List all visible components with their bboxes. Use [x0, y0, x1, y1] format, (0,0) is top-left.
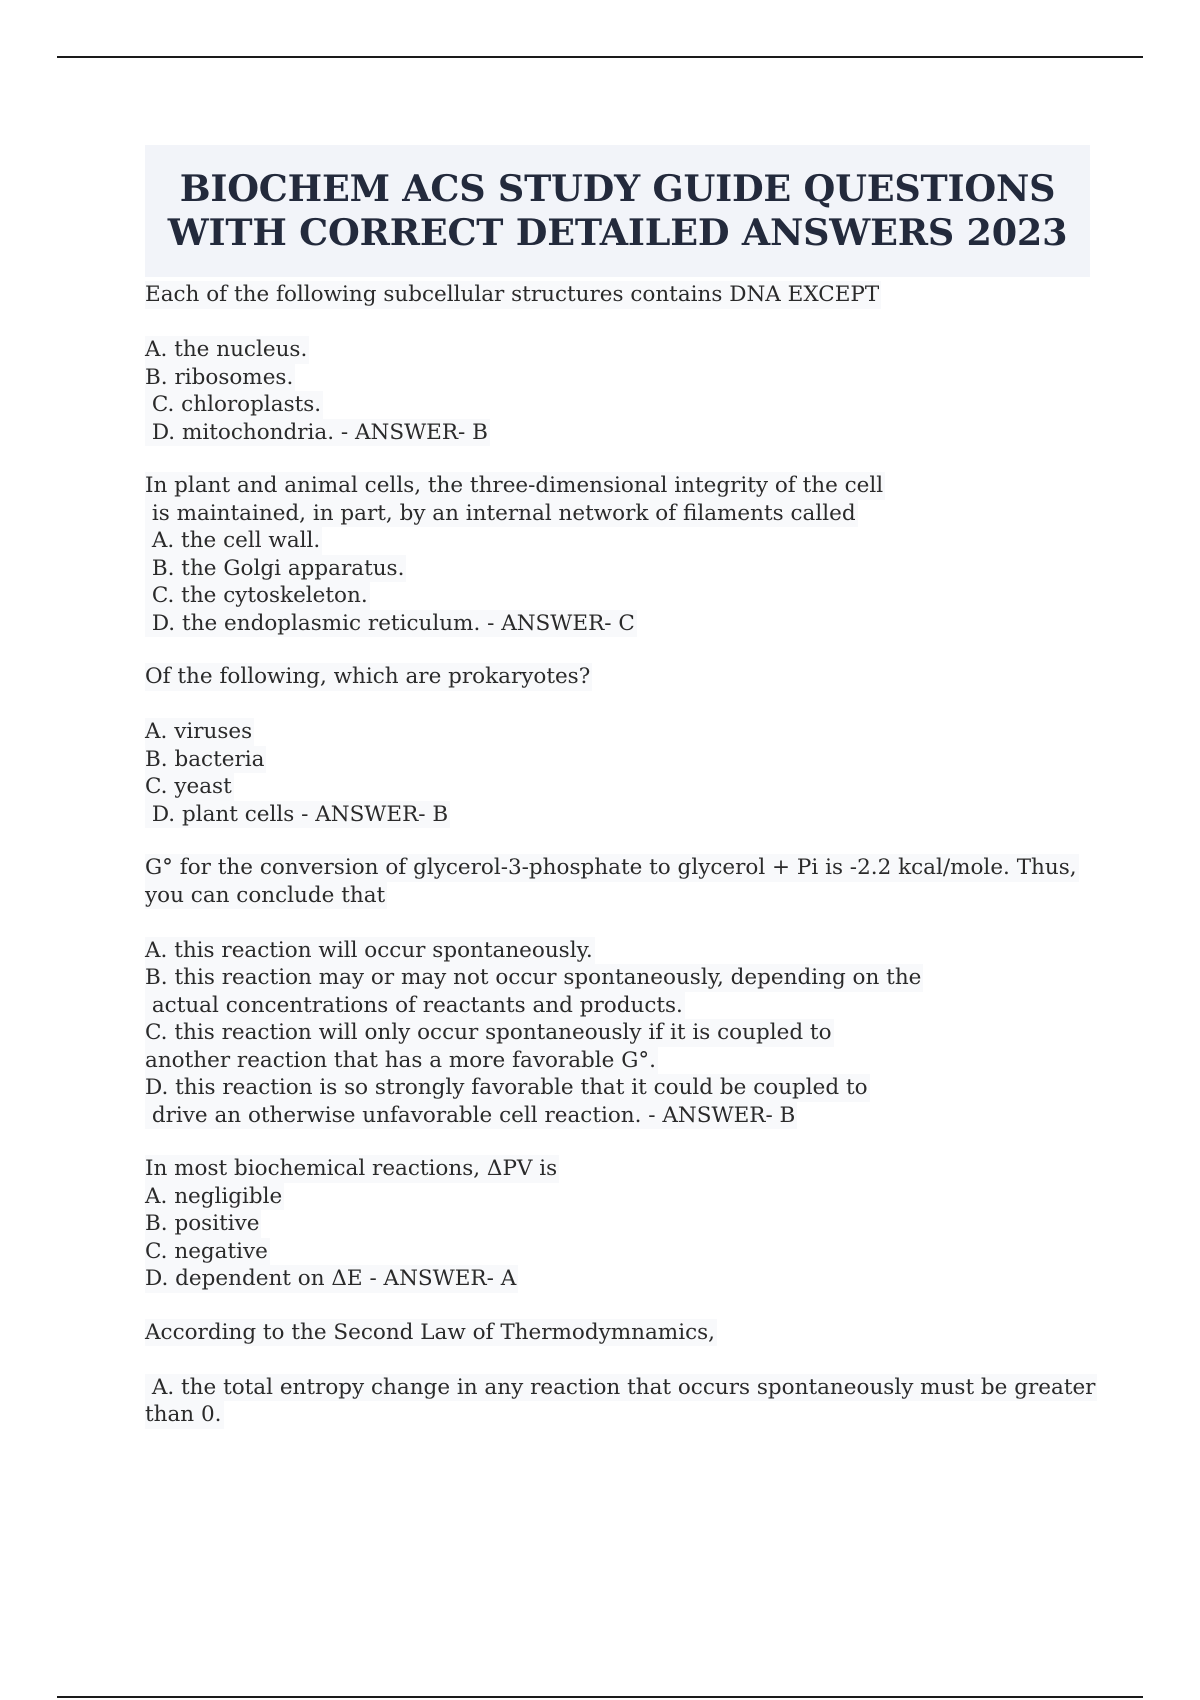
blank-line: [145, 691, 1090, 719]
answer-option: another reaction that has a more favorable G°.: [145, 1047, 656, 1073]
answer-option: C. the cytoskeleton.: [145, 583, 368, 608]
answer-option: than 0.: [145, 1402, 222, 1427]
question-prompt-line: In most biochemical reactions, ΔPV is: [145, 1156, 558, 1181]
answer-option: C. yeast: [145, 774, 232, 799]
blank-line: [145, 309, 1090, 337]
question-block: [145, 663, 1090, 828]
answer-option: D. plant cells - ANSWER- B: [145, 801, 449, 827]
document-body: [145, 145, 1096, 1429]
answer-option: A. the nucleus.: [145, 337, 308, 362]
answer-option: B. bacteria: [145, 746, 265, 772]
answer-option: D. the endoplasmic reticulum. - ANSWER- C: [145, 610, 635, 636]
title-banner: [145, 145, 1090, 277]
answer-option: D. mitochondria. - ANSWER- B: [145, 419, 488, 445]
answer-option: B. ribosomes.: [145, 364, 294, 390]
document-title: [168, 167, 1068, 255]
answer-option: A. viruses: [145, 719, 253, 744]
answer-option: A. this reaction will occur spontaneously.: [145, 937, 593, 963]
answer-option: C. this reaction will only occur spontaneously if it is coupled to: [145, 1020, 832, 1045]
question-block: [145, 472, 1090, 637]
answer-option: A. the total entropy change in any reaction that occurs spontaneously must be greater: [145, 1374, 1096, 1400]
question-block: [145, 854, 1090, 1129]
answer-option: C. chloroplasts.: [145, 392, 322, 417]
question-prompt-line: Of the following, which are prokaryotes?: [145, 664, 591, 689]
blank-line: [145, 1346, 1090, 1374]
question-block: [145, 1319, 1096, 1429]
answer-option: drive an otherwise unfavorable cell reaction. - ANSWER- B: [145, 1102, 796, 1128]
question-prompt-line: G° for the conversion of glycerol-3-phosphate to glycerol + Pi is -2.2 kcal/mole. Thus,: [145, 855, 1077, 880]
question-prompt-line: Each of the following subcellular structures contains DNA EXCEPT: [145, 282, 880, 307]
answer-option: D. this reaction is so strongly favorable that it could be coupled to: [145, 1075, 868, 1100]
question-block: [145, 1155, 1090, 1293]
question-block: [145, 281, 1090, 446]
answer-option: B. the Golgi apparatus.: [145, 555, 405, 581]
blank-line: [145, 909, 1090, 937]
question-prompt-line: you can conclude that: [145, 882, 386, 908]
question-list: [145, 281, 1096, 1429]
question-prompt-line: According to the Second Law of Thermodymnamics,: [145, 1319, 715, 1345]
title-line-2: WITH CORRECT DETAILED ANSWERS 2023: [167, 211, 1068, 254]
answer-option: B. this reaction may or may not occur spontaneously, depending on the: [145, 965, 922, 990]
answer-option: A. the cell wall.: [145, 528, 321, 553]
answer-option: actual concentrations of reactants and products.: [145, 992, 683, 1018]
top-rule: [57, 56, 1143, 58]
answer-option: B. positive: [145, 1211, 260, 1236]
answer-option: C. negative: [145, 1238, 268, 1264]
title-line-1: BIOCHEM ACS STUDY GUIDE QUESTIONS: [179, 167, 1056, 210]
bottom-rule: [57, 1696, 1143, 1698]
question-prompt-line: In plant and animal cells, the three-dimensional integrity of the cell: [145, 473, 884, 498]
answer-option: A. negligible: [145, 1183, 283, 1209]
question-prompt-line: is maintained, in part, by an internal network of filaments called: [145, 500, 856, 526]
answer-option: D. dependent on ΔE - ANSWER- A: [145, 1266, 517, 1291]
